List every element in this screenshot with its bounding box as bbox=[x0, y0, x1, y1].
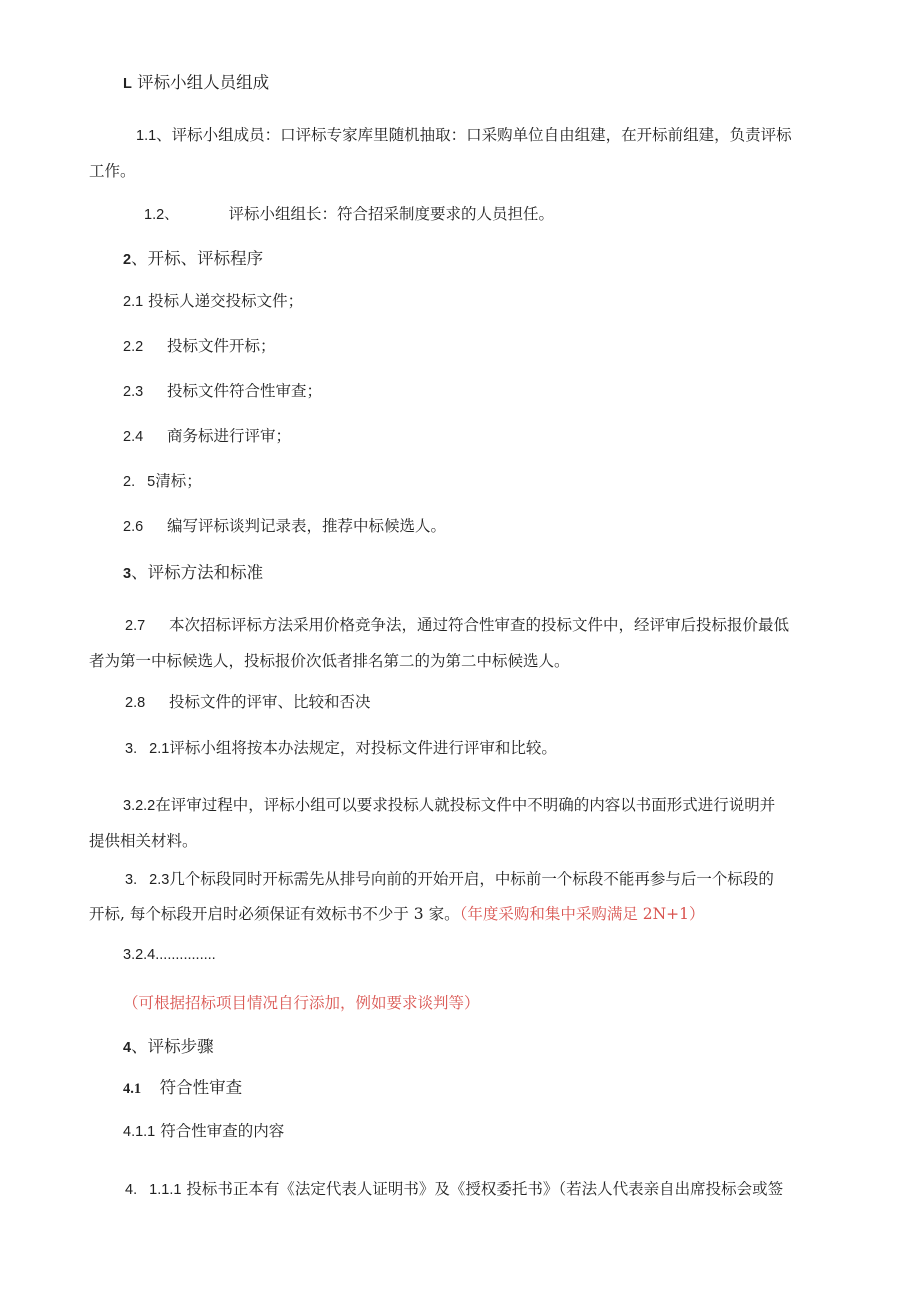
section-2-heading: 2、开标、评标程序 bbox=[123, 249, 264, 268]
paragraph-1-1-continued: 工作。 bbox=[89, 162, 136, 180]
section-4-heading: 4、评标步骤 bbox=[123, 1037, 214, 1056]
annual-procurement-note: （年度采购和集中采购满足 2N+1） bbox=[459, 905, 705, 923]
paragraph-2-3: 2.3 投标文件符合性审查； bbox=[123, 382, 323, 400]
paragraph-2-7-continued: 者为第一中标候选人，投标报价次低者排名第二的为第二中标候选人。 bbox=[89, 652, 570, 670]
paragraph-2-2: 2.2 投标文件开标； bbox=[123, 337, 276, 355]
paragraph-3-2-3: 3. 2.3几个标段同时开标需先从排号向前的开始开启，中标前一个标段不能再参与后一个标段的 bbox=[125, 870, 774, 888]
paragraph-2-1: 2.1 投标人递交投标文件； bbox=[123, 292, 304, 310]
paragraph-2-5: 2. 5清标； bbox=[123, 472, 202, 490]
section-1-heading: L 评标小组人员组成 bbox=[123, 73, 270, 92]
paragraph-3-2-2-continued: 提供相关材料。 bbox=[89, 832, 198, 850]
paragraph-2-7: 2.7 本次招标评标方法采用价格竞争法，通过符合性审查的投标文件中，经评审后投标报价最低 bbox=[125, 616, 790, 634]
paragraph-1-1: 1.1、评标小组成员：口评标专家库里随机抽取：口采购单位自由组建，在开标前组建，负责评标 bbox=[136, 126, 792, 144]
section-3-heading: 3、评标方法和标准 bbox=[123, 563, 264, 582]
paragraph-2-4: 2.4 商务标进行评审； bbox=[123, 427, 292, 445]
paragraph-4-1-1-1: 4. 1.1.1 投标书正本有《法定代表人证明书》及《授权委托书》（若法人代表亲自出席投标会或签 bbox=[125, 1180, 784, 1198]
paragraph-4-1-1: 4.1.1 符合性审查的内容 bbox=[123, 1122, 285, 1140]
paragraph-3-2-1: 3. 2.1评标小组将按本办法规定，对投标文件进行评审和比较。 bbox=[125, 739, 557, 757]
paragraph-2-6: 2.6 编写评标谈判记录表，推荐中标候选人。 bbox=[123, 517, 447, 535]
section-4-1-heading: 4.1 符合性审查 bbox=[123, 1078, 243, 1097]
paragraph-2-8: 2.8 投标文件的评审、比较和否决 bbox=[125, 693, 371, 711]
add-items-note: （可根据招标项目情况自行添加，例如要求谈判等） bbox=[123, 994, 480, 1012]
paragraph-3-2-4: 3.2.4............... bbox=[123, 947, 216, 963]
paragraph-3-2-2: 3.2.2在评审过程中，评标小组可以要求投标人就投标文件中不明确的内容以书面形式进行说明并 bbox=[123, 796, 776, 814]
paragraph-3-2-3-continued: 开标, 每个标段开启时必须保证有效标书不少于 3 家。（年度采购和集中采购满足 2N+1） bbox=[89, 905, 705, 923]
paragraph-1-2: 1.2、 评标小组组长：符合招采制度要求的人员担任。 bbox=[144, 205, 555, 223]
